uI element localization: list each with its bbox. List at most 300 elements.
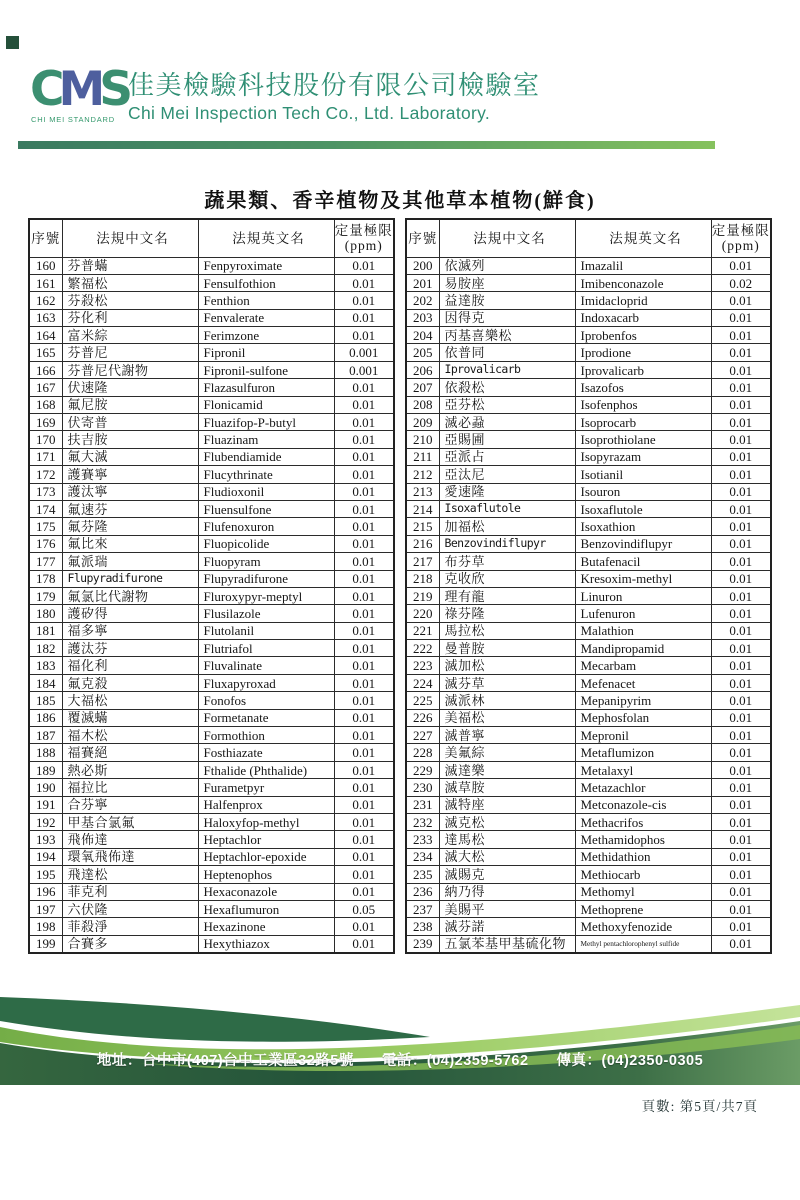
cell-limit: 0.01 <box>711 779 771 796</box>
cell-zh: 馬拉松 <box>439 622 575 639</box>
cell-zh: 益達胺 <box>439 292 575 309</box>
cell-en: Fluazifop-P-butyl <box>198 414 334 431</box>
cell-no: 215 <box>406 518 439 535</box>
cell-no: 214 <box>406 500 439 517</box>
cell-zh: 滅芬諾 <box>439 918 575 935</box>
page-title: 蔬果類、香辛植物及其他草本植物(鮮食) <box>204 190 596 212</box>
header-limit <box>711 219 771 257</box>
table-row <box>29 622 394 639</box>
cell-limit: 0.02 <box>711 274 771 291</box>
cell-zh: 氟尼胺 <box>62 396 198 413</box>
table-row <box>29 727 394 744</box>
table-row <box>29 709 394 726</box>
cell-no: 182 <box>29 640 62 657</box>
cell-limit: 0.01 <box>711 327 771 344</box>
cell-en: Flucythrinate <box>198 466 334 483</box>
table-row <box>406 431 771 448</box>
cell-limit: 0.01 <box>334 761 394 778</box>
cell-limit: 0.01 <box>711 866 771 883</box>
logo-caption: CHI MEI STANDARD <box>31 115 115 124</box>
table-row <box>29 831 394 848</box>
cell-zh: 美賜平 <box>439 900 575 917</box>
cell-no: 184 <box>29 674 62 691</box>
company-logo <box>30 62 128 124</box>
cell-limit: 0.01 <box>711 727 771 744</box>
cell-limit: 0.01 <box>711 587 771 604</box>
cell-zh: 滅克松 <box>439 814 575 831</box>
cell-zh: 滅大松 <box>439 848 575 865</box>
cell-zh: 合賽多 <box>62 935 198 952</box>
cell-zh: 扶吉胺 <box>62 431 198 448</box>
cell-no: 181 <box>29 622 62 639</box>
table-row <box>406 535 771 552</box>
cell-no: 213 <box>406 483 439 500</box>
cell-limit: 0.01 <box>711 622 771 639</box>
cell-en: Fludioxonil <box>198 483 334 500</box>
cell-en: Hexaconazole <box>198 883 334 900</box>
cell-limit: 0.01 <box>711 831 771 848</box>
cell-zh: 飛達松 <box>62 866 198 883</box>
cell-en: Imibenconazole <box>575 274 711 291</box>
cell-zh: 祿芬隆 <box>439 605 575 622</box>
table-row <box>406 796 771 813</box>
table-row <box>406 414 771 431</box>
cell-en: Isofenphos <box>575 396 711 413</box>
cell-no: 202 <box>406 292 439 309</box>
cell-no: 205 <box>406 344 439 361</box>
cell-zh: 氟比來 <box>62 535 198 552</box>
cell-no: 210 <box>406 431 439 448</box>
cell-no: 223 <box>406 657 439 674</box>
cell-zh: Flupyradifurone <box>62 570 198 587</box>
cell-en: Fenvalerate <box>198 309 334 326</box>
cell-limit: 0.01 <box>711 257 771 274</box>
table-row <box>29 414 394 431</box>
header-en-name: 法規英文名 <box>575 219 711 257</box>
cell-limit: 0.01 <box>711 709 771 726</box>
cell-zh: 納乃得 <box>439 883 575 900</box>
header-no: 序號 <box>29 219 62 257</box>
cell-en: Mephosfolan <box>575 709 711 726</box>
cell-limit: 0.01 <box>711 500 771 517</box>
cell-zh: 美氟綜 <box>439 744 575 761</box>
cell-limit: 0.01 <box>334 553 394 570</box>
cell-en: Fenpyroximate <box>198 257 334 274</box>
cell-no: 238 <box>406 918 439 935</box>
cell-limit: 0.01 <box>334 674 394 691</box>
table-row <box>29 274 394 291</box>
table-row <box>406 640 771 657</box>
cell-en: Hexaflumuron <box>198 900 334 917</box>
cell-en: Methidathion <box>575 848 711 865</box>
cell-no: 201 <box>406 274 439 291</box>
cell-zh: 芬普蟎 <box>62 257 198 274</box>
cell-no: 212 <box>406 466 439 483</box>
cell-limit: 0.01 <box>711 814 771 831</box>
table-row <box>406 848 771 865</box>
cell-en: Fluxapyroxad <box>198 674 334 691</box>
table-row <box>29 500 394 517</box>
cell-limit: 0.01 <box>711 483 771 500</box>
regulation-table-right <box>405 218 772 954</box>
cell-en: Flonicamid <box>198 396 334 413</box>
cell-no: 236 <box>406 883 439 900</box>
cell-no: 167 <box>29 379 62 396</box>
table-row <box>406 935 771 952</box>
table-body-right <box>406 257 771 953</box>
table-row <box>406 570 771 587</box>
cell-no: 239 <box>406 935 439 952</box>
table-row <box>29 466 394 483</box>
cell-zh: 亞汰尼 <box>439 466 575 483</box>
cell-en: Isoprothiolane <box>575 431 711 448</box>
cell-limit: 0.01 <box>334 257 394 274</box>
cell-zh: 氟派瑞 <box>62 553 198 570</box>
cell-zh: 滅特座 <box>439 796 575 813</box>
cell-no: 192 <box>29 814 62 831</box>
table-row <box>29 657 394 674</box>
cell-en: Methacrifos <box>575 814 711 831</box>
cell-limit: 0.01 <box>711 640 771 657</box>
cell-zh: 易胺座 <box>439 274 575 291</box>
cell-zh: 甲基合氯氟 <box>62 814 198 831</box>
cell-en: Ferimzone <box>198 327 334 344</box>
cell-limit: 0.01 <box>334 744 394 761</box>
cell-limit: 0.01 <box>711 396 771 413</box>
table-row <box>29 883 394 900</box>
table-row <box>406 344 771 361</box>
cell-zh: 滅加松 <box>439 657 575 674</box>
cell-zh: 曼普胺 <box>439 640 575 657</box>
cell-zh: 滅賜克 <box>439 866 575 883</box>
cell-zh: 芬普尼 <box>62 344 198 361</box>
footer-wave-graphic <box>0 997 800 1085</box>
table-row <box>406 518 771 535</box>
cell-zh: 滅派林 <box>439 692 575 709</box>
cell-no: 186 <box>29 709 62 726</box>
cell-zh: 六伏隆 <box>62 900 198 917</box>
cell-no: 208 <box>406 396 439 413</box>
cell-zh: 氟速芬 <box>62 500 198 517</box>
cell-limit: 0.01 <box>711 292 771 309</box>
cell-limit: 0.01 <box>334 692 394 709</box>
cell-en: Formetanate <box>198 709 334 726</box>
cell-en: Fluvalinate <box>198 657 334 674</box>
cell-en: Isoxaflutole <box>575 500 711 517</box>
table-row <box>29 900 394 917</box>
cell-no: 235 <box>406 866 439 883</box>
cell-no: 194 <box>29 848 62 865</box>
cell-zh: 熱必斯 <box>62 761 198 778</box>
cell-no: 191 <box>29 796 62 813</box>
table-row <box>29 431 394 448</box>
cell-no: 173 <box>29 483 62 500</box>
cell-zh: 氟芬隆 <box>62 518 198 535</box>
cell-limit: 0.01 <box>334 274 394 291</box>
logo-letter-s: S <box>99 62 128 117</box>
cell-no: 216 <box>406 535 439 552</box>
cell-limit: 0.01 <box>334 918 394 935</box>
cell-limit: 0.01 <box>711 553 771 570</box>
cell-zh: 飛佈達 <box>62 831 198 848</box>
footer-address: 地址：台中市(407)台中工業區32路5號 <box>96 1053 354 1069</box>
cell-limit: 0.01 <box>334 848 394 865</box>
cell-en: Iprovalicarb <box>575 361 711 378</box>
header-divider-bar <box>18 141 715 149</box>
table-row <box>406 327 771 344</box>
table-row <box>406 761 771 778</box>
cell-zh: 丙基喜樂松 <box>439 327 575 344</box>
cell-no: 188 <box>29 744 62 761</box>
cell-en: Flubendiamide <box>198 448 334 465</box>
cell-zh: 亞派占 <box>439 448 575 465</box>
cell-zh: 菲克利 <box>62 883 198 900</box>
cell-no: 231 <box>406 796 439 813</box>
cell-no: 228 <box>406 744 439 761</box>
cell-en: Metazachlor <box>575 779 711 796</box>
table-row <box>29 570 394 587</box>
table-row <box>29 761 394 778</box>
cell-limit: 0.01 <box>334 483 394 500</box>
cell-no: 209 <box>406 414 439 431</box>
cell-en: Mecarbam <box>575 657 711 674</box>
footer-fax: 傳真：(04)2350-0305 <box>556 1053 704 1069</box>
table-row <box>406 779 771 796</box>
cell-no: 160 <box>29 257 62 274</box>
cell-no: 196 <box>29 883 62 900</box>
cell-zh: 福化利 <box>62 657 198 674</box>
cell-limit: 0.01 <box>334 535 394 552</box>
cell-zh: 菲殺淨 <box>62 918 198 935</box>
cell-limit: 0.01 <box>334 500 394 517</box>
cell-zh: 福賽絕 <box>62 744 198 761</box>
table-row <box>406 900 771 917</box>
cell-limit: 0.01 <box>334 779 394 796</box>
table-row <box>406 396 771 413</box>
cell-en: Methoxyfenozide <box>575 918 711 935</box>
cell-limit: 0.01 <box>711 883 771 900</box>
header-en-name: 法規英文名 <box>198 219 334 257</box>
header-limit-line1: 定量極限 <box>711 223 770 239</box>
cell-en: Metconazole-cis <box>575 796 711 813</box>
cell-no: 222 <box>406 640 439 657</box>
cell-no: 233 <box>406 831 439 848</box>
table-row <box>406 292 771 309</box>
cell-limit: 0.01 <box>711 414 771 431</box>
table-row <box>29 327 394 344</box>
cell-limit: 0.01 <box>334 570 394 587</box>
cell-en: Isotianil <box>575 466 711 483</box>
cell-no: 204 <box>406 327 439 344</box>
table-row <box>406 466 771 483</box>
header-limit-line1: 定量極限 <box>334 223 393 239</box>
cell-zh: 芬殺松 <box>62 292 198 309</box>
cell-no: 232 <box>406 814 439 831</box>
cms-logo-icon <box>30 62 128 117</box>
cell-en: Fonofos <box>198 692 334 709</box>
cell-zh: 達馬松 <box>439 831 575 848</box>
table-row <box>29 674 394 691</box>
cell-zh: 滅草胺 <box>439 779 575 796</box>
regulation-tables <box>28 218 772 954</box>
cell-no: 187 <box>29 727 62 744</box>
cell-en: Fluensulfone <box>198 500 334 517</box>
cell-limit: 0.01 <box>711 674 771 691</box>
table-row <box>406 361 771 378</box>
cell-zh: 五氯苯基甲基硫化物 <box>439 935 575 952</box>
cell-zh: 布芬草 <box>439 553 575 570</box>
cell-limit: 0.01 <box>334 292 394 309</box>
scan-corner-mark <box>6 36 19 49</box>
cell-zh: 繁福松 <box>62 274 198 291</box>
cell-en: Flutriafol <box>198 640 334 657</box>
cell-en: Fipronil-sulfone <box>198 361 334 378</box>
cell-en: Halfenprox <box>198 796 334 813</box>
table-row <box>406 448 771 465</box>
cell-no: 220 <box>406 605 439 622</box>
cell-limit: 0.01 <box>711 605 771 622</box>
header-zh-name: 法規中文名 <box>439 219 575 257</box>
cell-zh: 護賽寧 <box>62 466 198 483</box>
table-row <box>29 483 394 500</box>
cell-limit: 0.01 <box>711 692 771 709</box>
cell-no: 190 <box>29 779 62 796</box>
cell-en: Mefenacet <box>575 674 711 691</box>
cell-en: Flufenoxuron <box>198 518 334 535</box>
cell-limit: 0.01 <box>711 570 771 587</box>
cell-no: 172 <box>29 466 62 483</box>
table-row <box>29 866 394 883</box>
cell-en: Fenthion <box>198 292 334 309</box>
cell-en: Methomyl <box>575 883 711 900</box>
cell-zh: 福多寧 <box>62 622 198 639</box>
cell-zh: 亞賜圃 <box>439 431 575 448</box>
cell-en: Flupyradifurone <box>198 570 334 587</box>
cell-en: Methoprene <box>575 900 711 917</box>
cell-no: 163 <box>29 309 62 326</box>
cell-en: Methyl pentachlorophenyl sulfide <box>575 935 711 952</box>
cell-limit: 0.01 <box>711 361 771 378</box>
cell-no: 185 <box>29 692 62 709</box>
cell-limit: 0.01 <box>711 900 771 917</box>
cell-no: 226 <box>406 709 439 726</box>
cell-en: Flusilazole <box>198 605 334 622</box>
cell-no: 203 <box>406 309 439 326</box>
cell-en: Kresoxim-methyl <box>575 570 711 587</box>
table-row <box>29 309 394 326</box>
table-row <box>29 518 394 535</box>
cell-en: Fthalide (Phthalide) <box>198 761 334 778</box>
cell-en: Formothion <box>198 727 334 744</box>
cell-en: Isazofos <box>575 379 711 396</box>
table-row <box>29 361 394 378</box>
table-row <box>406 744 771 761</box>
table-row <box>406 657 771 674</box>
cell-zh: Iprovalicarb <box>439 361 575 378</box>
cell-limit: 0.01 <box>711 657 771 674</box>
cell-no: 175 <box>29 518 62 535</box>
table-row <box>29 796 394 813</box>
cell-no: 195 <box>29 866 62 883</box>
table-row <box>29 605 394 622</box>
cell-limit: 0.01 <box>334 866 394 883</box>
cell-zh: 依普同 <box>439 344 575 361</box>
cell-zh: 依殺松 <box>439 379 575 396</box>
cell-en: Butafenacil <box>575 553 711 570</box>
cell-en: Indoxacarb <box>575 309 711 326</box>
cell-limit: 0.01 <box>334 796 394 813</box>
table-row <box>406 274 771 291</box>
cell-no: 218 <box>406 570 439 587</box>
table-header <box>406 219 771 257</box>
cell-en: Fipronil <box>198 344 334 361</box>
cell-no: 164 <box>29 327 62 344</box>
cell-no: 227 <box>406 727 439 744</box>
cell-en: Mandipropamid <box>575 640 711 657</box>
cell-en: Fluroxypyr-meptyl <box>198 587 334 604</box>
cell-zh: 美福松 <box>439 709 575 726</box>
cell-no: 183 <box>29 657 62 674</box>
cell-en: Imidacloprid <box>575 292 711 309</box>
cell-limit: 0.01 <box>711 379 771 396</box>
cell-limit: 0.01 <box>711 431 771 448</box>
table-row <box>406 814 771 831</box>
cell-no: 189 <box>29 761 62 778</box>
header-limit-line2: (ppm) <box>344 238 383 254</box>
cell-limit: 0.01 <box>334 935 394 952</box>
cell-limit: 0.01 <box>334 640 394 657</box>
cell-limit: 0.01 <box>334 448 394 465</box>
cell-limit: 0.01 <box>711 448 771 465</box>
cell-no: 217 <box>406 553 439 570</box>
cell-limit: 0.01 <box>711 518 771 535</box>
cell-limit: 0.01 <box>334 518 394 535</box>
cell-no: 207 <box>406 379 439 396</box>
cell-no: 200 <box>406 257 439 274</box>
cell-no: 177 <box>29 553 62 570</box>
cell-en: Isoprocarb <box>575 414 711 431</box>
cell-zh: 理有龍 <box>439 587 575 604</box>
cell-zh: 護汰寧 <box>62 483 198 500</box>
table-body-left <box>29 257 394 953</box>
cell-en: Furametpyr <box>198 779 334 796</box>
cell-zh: Benzovindiflupyr <box>439 535 575 552</box>
table-row <box>29 587 394 604</box>
cell-limit: 0.001 <box>334 361 394 378</box>
cell-limit: 0.01 <box>334 431 394 448</box>
cell-no: 221 <box>406 622 439 639</box>
page-number: 頁數: 第5頁/共7頁 <box>641 1099 758 1114</box>
cell-zh: 滅達樂 <box>439 761 575 778</box>
cell-limit: 0.01 <box>711 848 771 865</box>
cell-limit: 0.01 <box>711 309 771 326</box>
cell-zh: 富米綜 <box>62 327 198 344</box>
cell-no: 176 <box>29 535 62 552</box>
cell-no: 237 <box>406 900 439 917</box>
table-row <box>406 500 771 517</box>
cell-en: Isoxathion <box>575 518 711 535</box>
table-row <box>29 257 394 274</box>
cell-en: Metalaxyl <box>575 761 711 778</box>
cell-no: 166 <box>29 361 62 378</box>
cell-limit: 0.01 <box>711 935 771 952</box>
cell-limit: 0.01 <box>334 727 394 744</box>
cell-en: Iprobenfos <box>575 327 711 344</box>
header-no: 序號 <box>406 219 439 257</box>
table-row <box>29 779 394 796</box>
table-row <box>29 814 394 831</box>
cell-limit: 0.01 <box>711 344 771 361</box>
